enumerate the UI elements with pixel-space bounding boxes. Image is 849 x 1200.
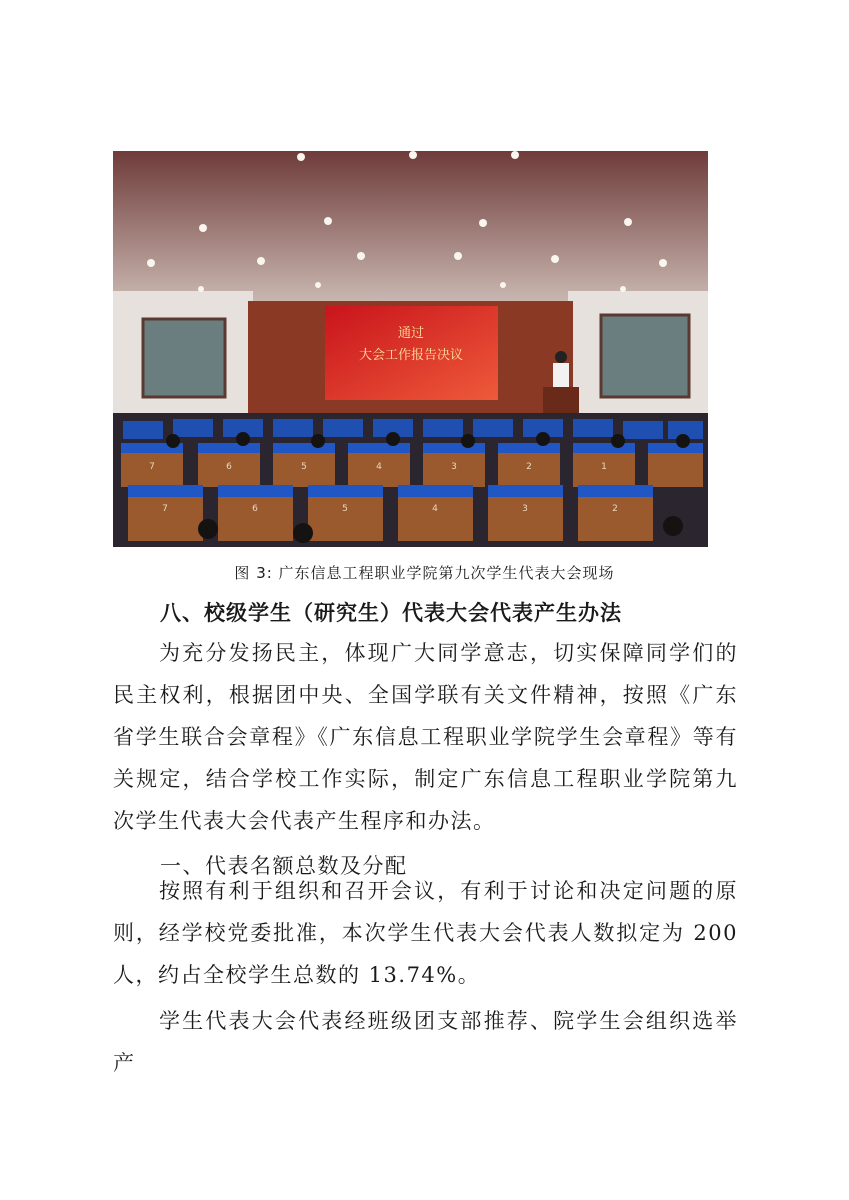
paragraph-1 <box>113 632 738 842</box>
seat-number: 1 <box>601 462 607 472</box>
seat-number: 7 <box>162 504 168 514</box>
section-heading: 八、校级学生（研究生）代表大会代表产生办法 <box>160 601 622 625</box>
screen-text-1: 通过 <box>397 326 425 341</box>
seat-number: 6 <box>226 462 232 472</box>
paragraph-2-text: 按照有利于组织和召开会议，有利于讨论和决定问题的原则，经学校党委批准，本次学生代表大会代表人数拟定为 200 人，约占全校学生总数的 13.74%。 <box>113 879 738 987</box>
paragraph-3 <box>113 1000 738 1084</box>
seat-number: 5 <box>342 504 348 514</box>
seat-number: 6 <box>252 504 258 514</box>
conference-photo <box>113 151 708 547</box>
seat-number: 2 <box>526 462 532 472</box>
seat-number: 4 <box>376 462 382 472</box>
seat-number: 4 <box>432 504 438 514</box>
seat-number: 5 <box>301 462 307 472</box>
paragraph-2 <box>113 870 738 996</box>
figure-caption: 图 3: 广东信息工程职业学院第九次学生代表大会现场 <box>234 564 615 582</box>
seat-number: 2 <box>612 504 618 514</box>
screen-text-2: 大会工作报告决议 <box>358 348 464 363</box>
seat-number: 3 <box>451 462 457 472</box>
seat-number: 3 <box>522 504 528 514</box>
paragraph-3-text: 学生代表大会代表经班级团支部推荐、院学生会组织选举产 <box>113 1009 738 1075</box>
paragraph-1-text: 为充分发扬民主，体现广大同学意志，切实保障同学们的民主权利，根据团中央、全国学联有关文件精神，按照《广东省学生联合会章程》《广东信息工程职业学院学生会章程》等有关规定，结合学校工作实际，制定广东信息工程职业学院第九次学生代表大会代表产生程序和办法。 <box>113 641 738 833</box>
seat-number: 7 <box>149 462 155 472</box>
subheading-quota: 一、代表名额总数及分配 <box>160 854 408 878</box>
